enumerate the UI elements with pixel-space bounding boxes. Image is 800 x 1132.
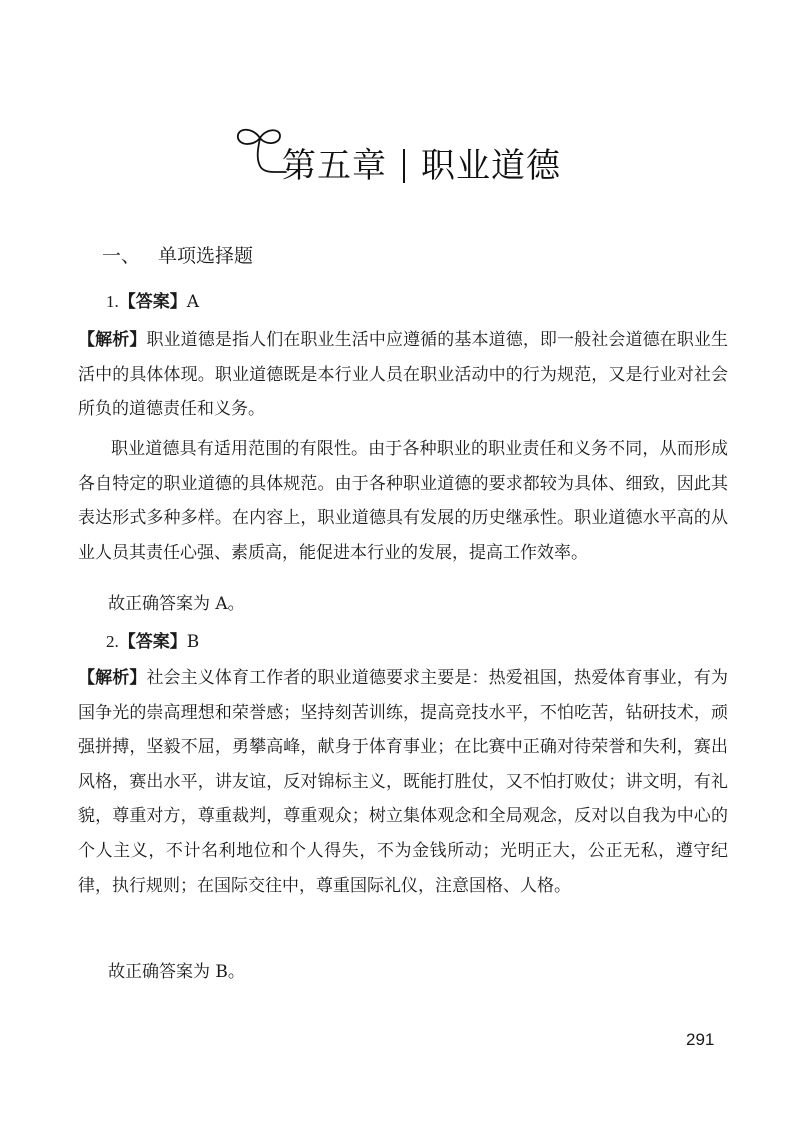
section-heading: [102, 243, 253, 269]
answer-value: A: [186, 292, 200, 312]
chapter-number: 第五章: [282, 146, 387, 186]
title-divider: [403, 149, 405, 183]
chapter-title: [282, 140, 561, 192]
answer-line-2: [106, 629, 199, 655]
answer-line-1: [106, 289, 199, 315]
analysis-paragraph-3: [78, 661, 728, 903]
answer-label: 【答案】: [118, 292, 187, 312]
analysis-paragraph-1: [78, 323, 728, 427]
chapter-name: 职业道德: [421, 146, 561, 186]
answer-label: 【答案】: [118, 632, 187, 652]
analysis-label: 【解析】: [78, 668, 147, 688]
analysis-paragraph-2: [78, 432, 728, 570]
analysis-label: 【解析】: [78, 330, 147, 350]
sprout-icon: [232, 124, 288, 182]
section-number: 一、: [102, 245, 141, 267]
analysis-text: 社会主义体育工作者的职业道德要求主要是：热爱祖国，热爱体育事业，有为国争光的崇高理想和荣誉感；坚持刻苦训练，提高竞技水平，不怕吃苦，钻研技术，顽强拼搏，坚毅不屈，勇攀高峰，献身于体育事业；在比赛中正确对待荣誉和失利，赛出风格，赛出水平，讲友谊，反对锦标主义，既能打胜仗，又不怕打败仗；讲文明，有礼貌，尊重对方，尊重裁判，尊重观众；树立集体观念和全局观念，反对以自我为中心的个人主义，不计名利地位和个人得失，不为金钱所动；光明正大，公正无私，遵守纪律，执行规则；在国际交往中，尊重国际礼仪，注意国格、人格。: [78, 668, 729, 896]
analysis-text: 职业道德是指人们在职业生活中应遵循的基本道德，即一般社会道德在职业生活中的具体体现。职业道德既是本行业人员在职业活动中的行为规范，又是行业对社会所负的道德责任和义务。: [78, 330, 729, 420]
conclusion-2: 故正确答案为 B。: [108, 962, 245, 982]
question-number: 1.: [106, 292, 119, 311]
page-number: 291: [686, 1030, 715, 1049]
analysis-text: 职业道德具有适用范围的有限性。由于各种职业的职业责任和义务不同，从而形成各自特定的职业道德的具体规范。由于各种职业道德的要求都较为具体、细致，因此其表达形式多种多样。在内容上，职业道德具有发展的历史继承性。职业道德水平高的从业人员其责任心强、素质高，能促进本行业的发展，提高工作效率。: [78, 439, 728, 563]
conclusion-1: 故正确答案为 A。: [108, 594, 245, 614]
answer-value: B: [186, 632, 200, 652]
question-number: 2.: [106, 632, 119, 651]
section-title: 单项选择题: [158, 245, 254, 267]
